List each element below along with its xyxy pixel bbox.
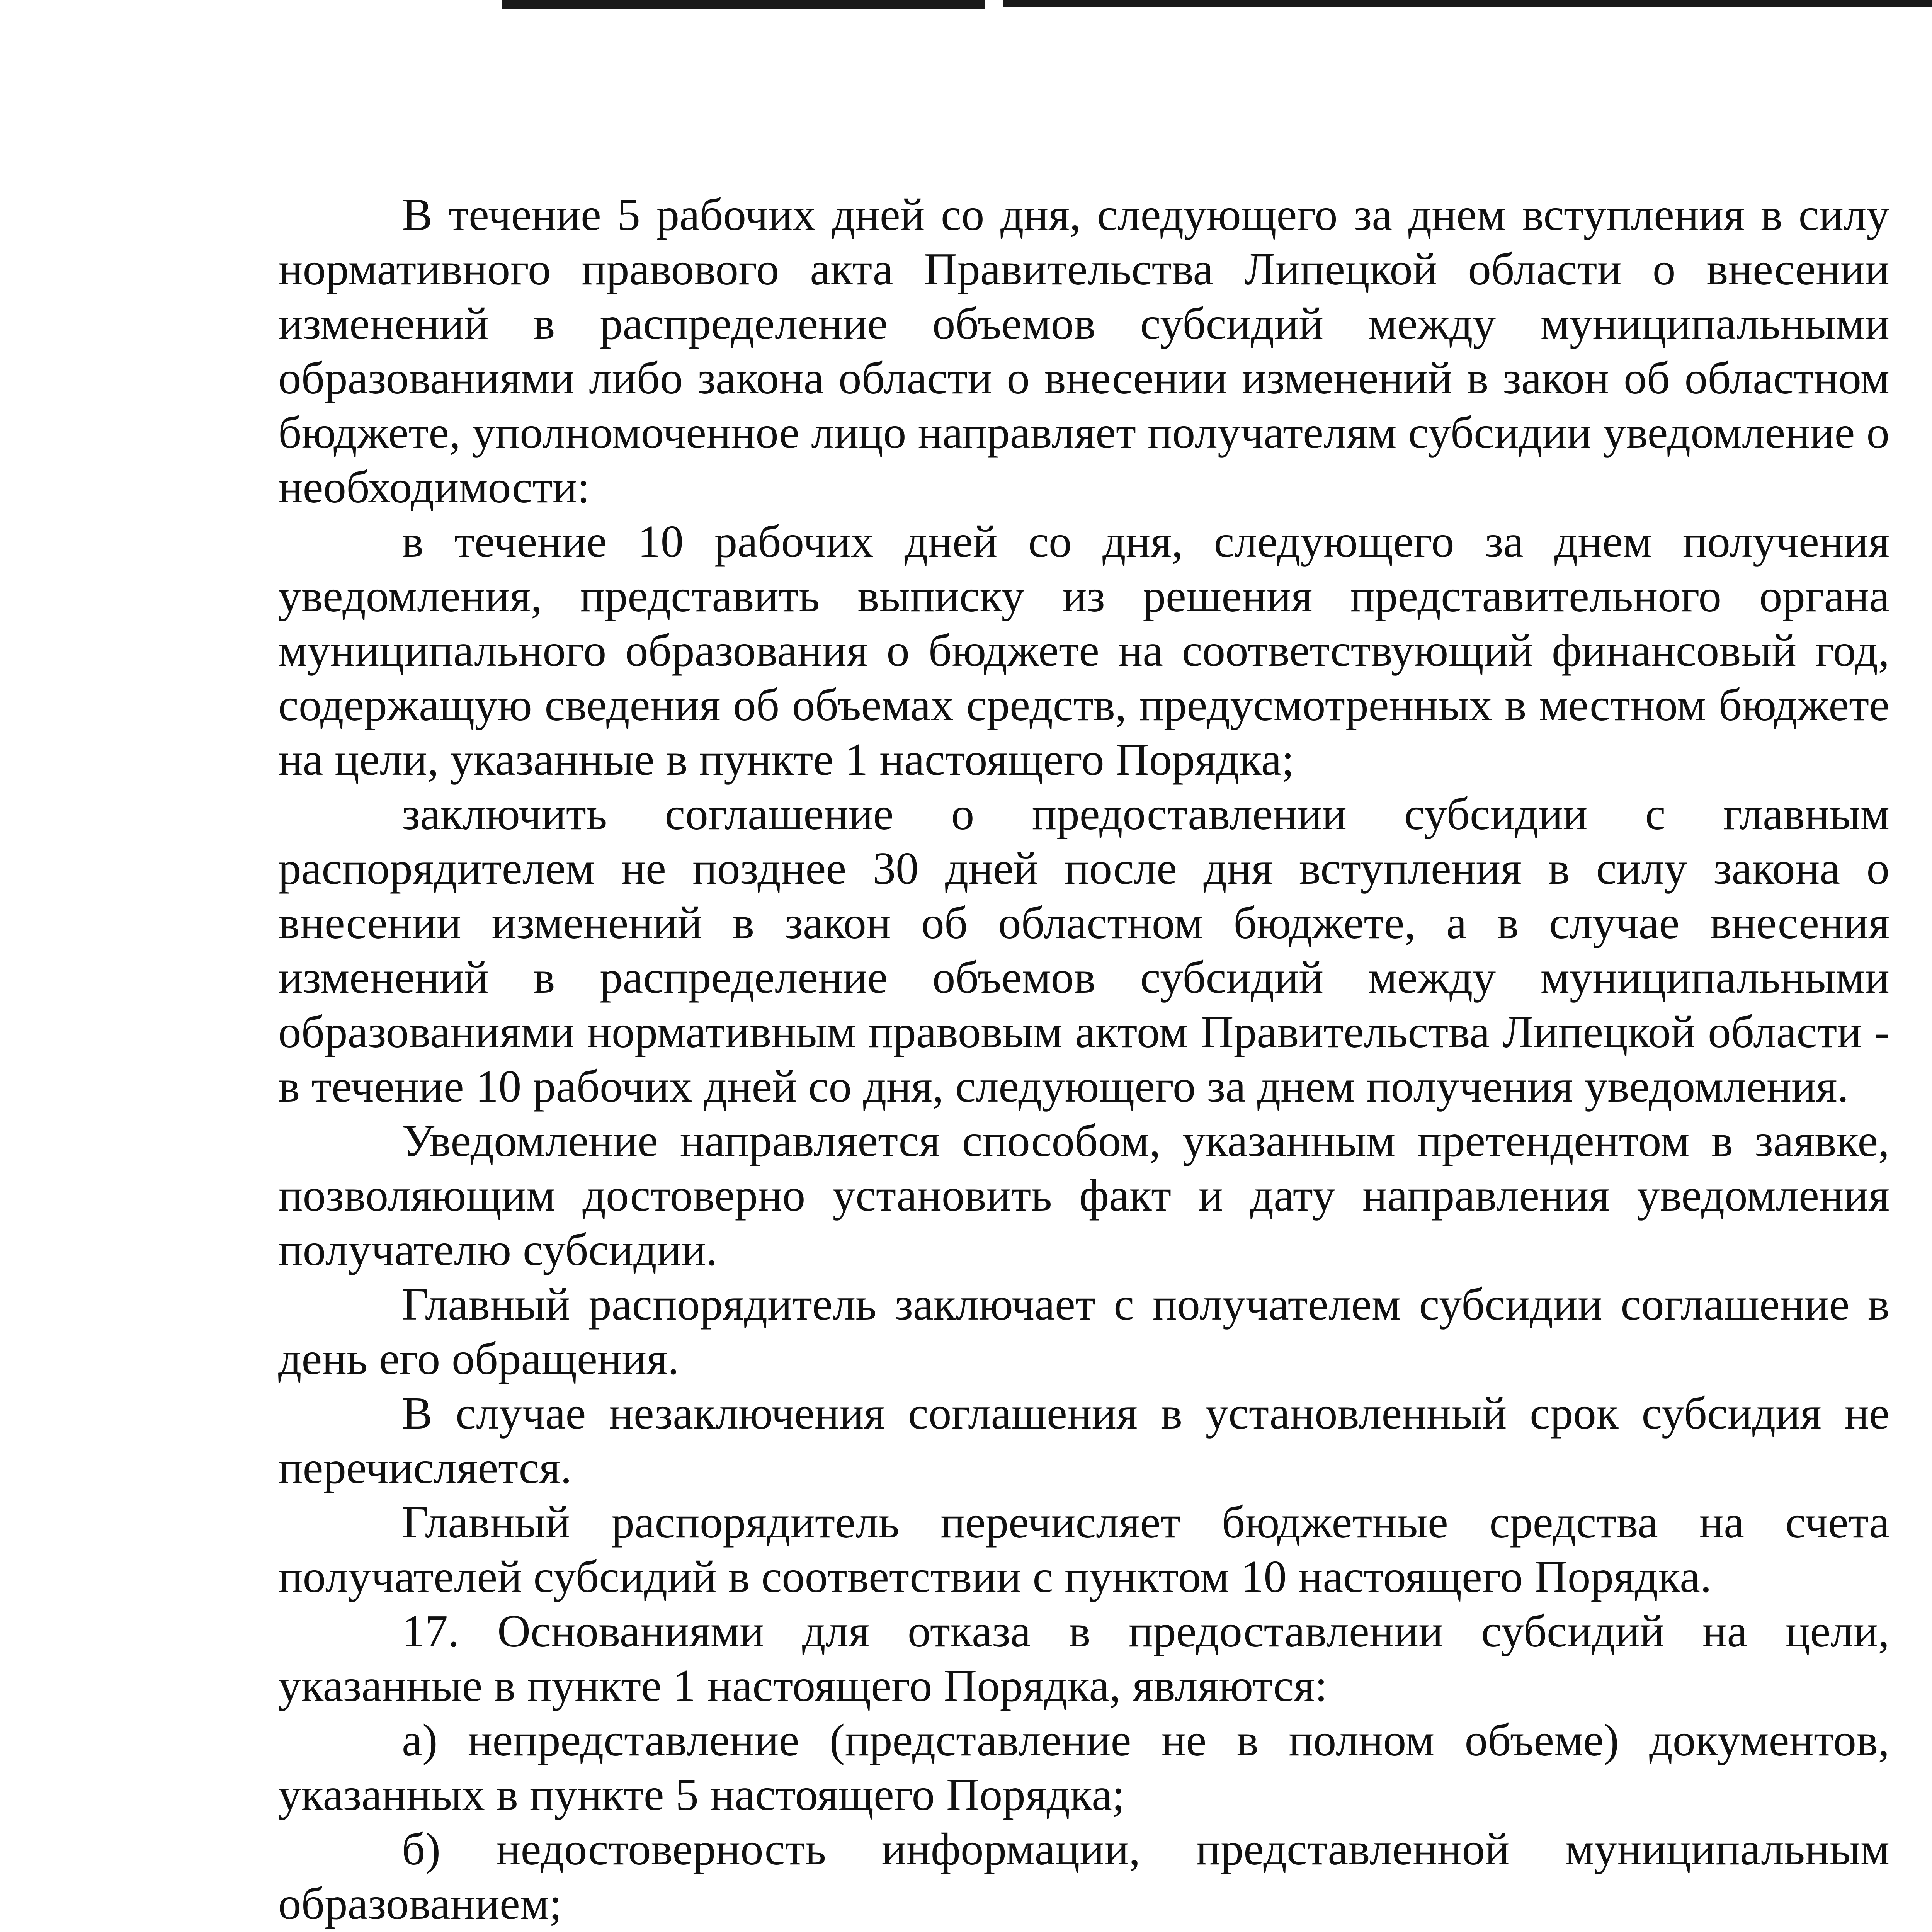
paragraph-transfer-funds: Главный распорядитель перечисляет бюджетные средства на счета получателей субсидий в соответствии с пунктом 10 настоящего Порядка.: [278, 1497, 1889, 1602]
paragraph-notification-intro: В течение 5 рабочих дней со дня, следующего за днем вступления в силу нормативного правового акта Правительства Липецкой области о внесении изменений в распределение объемов субсидий между муниципальными образованиями либо закона области о внесении изменений в закон об областном бюджете, уполномоченное лицо направляет получателям субсидии уведомление о необходимости:: [278, 189, 1889, 512]
paragraph-conclude-agreement: заключить соглашение о предоставлении субсидии с главным распорядителем не позднее 30 дней после дня вступления в силу закона о внесении изменений в закон об областном бюджете, а в случае внесения изменений в распределение объемов субсидий между муниципальными образованиями нормативным правовым актом Правительства Липецкой области - в течение 10 рабочих дней со дня, следующего за днем получения уведомления.: [278, 788, 1889, 1112]
paragraph-agreement-day: Главный распорядитель заключает с получателем субсидии соглашение в день его обращения.: [278, 1279, 1889, 1384]
paragraph-notification-method: Уведомление направляется способом, указанным претендентом в заявке, позволяющим достоверно установить факт и дату направления уведомления получателю субсидии.: [278, 1115, 1889, 1275]
paragraph-17-refusal-grounds: 17. Основаниями для отказа в предоставлении субсидий на цели, указанные в пункте 1 настоящего Порядка, являются:: [278, 1605, 1889, 1711]
document-body: [278, 187, 1889, 1932]
scan-edge-top-right: [1003, 0, 1932, 7]
paragraph-17b: б) недостоверность информации, представленной муниципальным образованием;: [278, 1823, 1889, 1929]
paragraph-no-agreement: В случае незаключения соглашения в установленный срок субсидия не перечисляется.: [278, 1388, 1889, 1493]
paragraph-17a: а) непредставление (представление не в полном объеме) документов, указанных в пункте 5 настоящего Порядка;: [278, 1714, 1889, 1820]
paragraph-extract-submission: в течение 10 рабочих дней со дня, следующего за днем получения уведомления, представить выписку из решения представительного органа муниципального образования о бюджете на соответствующий финансовый год, содержащую сведения об объемах средств, предусмотренных в местном бюджете на цели, указанные в пункте 1 настоящего Порядка;: [278, 516, 1889, 785]
scan-edge-top-left: [502, 0, 985, 9]
